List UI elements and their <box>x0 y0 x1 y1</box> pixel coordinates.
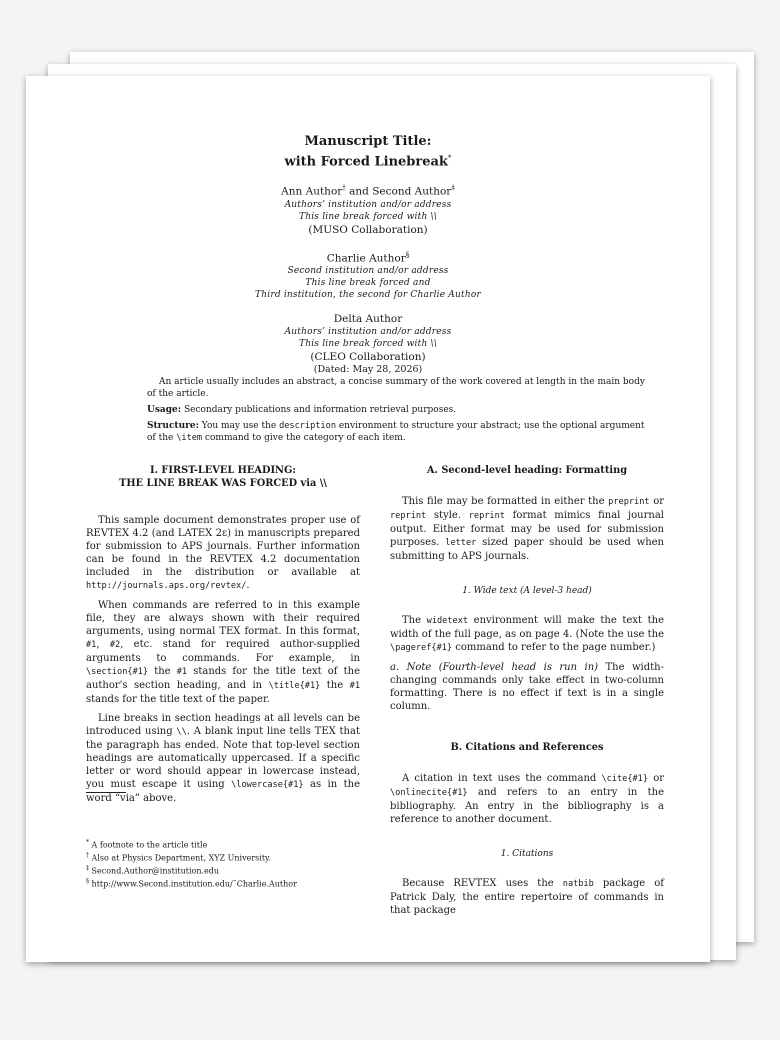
paragraph-linebreaks: Line breaks in section headings at all levels can be introduced using \\. A blank input line tells TEX that the paragraph has ended. Note that top-level section headings are automatically uppercased. If a specific letter or word should appear in lowercase instead, you must escape it using \lowercase{#1} as in the word “via” above. <box>86 713 360 804</box>
collaboration-muso: (MUSO Collaboration) <box>308 223 428 236</box>
runin-heading: a. Note (Fourth-level head is run in) <box>390 662 599 673</box>
footnote-rule <box>86 792 126 793</box>
author-2-institution: Second institution and/or address <box>287 266 449 277</box>
paragraph-runin: a. Note (Fourth-level head is run in) The width-changing commands only take effect in two-column formatting. There is no effect if text is in a single column. <box>390 662 664 712</box>
subsubsection-heading-wide-text: 1. Wide text (A level-3 head) <box>462 586 592 596</box>
author-1-institution-2: This line break forced with \\ <box>299 211 437 222</box>
date-line: (Dated: May 28, 2026) <box>313 364 423 376</box>
footnote-ann-author: † Also at Physics Department, XYZ University. <box>86 852 272 863</box>
author-group-1: Ann Author† and Second Author‡ <box>281 184 455 198</box>
author-3-institution-2: This line break forced with \\ <box>299 339 437 350</box>
paragraph-natbib: Because REVTEX uses the natbib package of Patrick Daly, the entire repertoire of commands in that package <box>390 878 664 916</box>
right-column <box>390 464 664 923</box>
author-2-institution-3: Third institution, the second for Charlie Author <box>255 290 481 301</box>
subsubsection-heading-citations: 1. Citations <box>500 849 554 859</box>
paragraph-commands: When commands are referred to in this example file, they are always shown with their required arguments, using normal TEX format. In this format, #1, #2, etc. stand for required author-supplied arguments to commands. For example, in \section{#1} the #1 stands for the title text of the author's section heading, and in \title{#1} the #1 stands for the title text of the paper. <box>86 600 361 705</box>
author-group-3: Delta Author <box>333 313 403 326</box>
paragraph-widetext: The widetext environment will make the text the width of the full page, as on page 4. (Note the use the \pageref{#1} command to refer to the page number.) <box>390 615 664 653</box>
author-group-2: Charlie Author§ <box>326 250 410 265</box>
abstract <box>147 376 655 448</box>
title-footnote-mark: * <box>447 154 452 162</box>
subsection-heading-formatting: A. Second-level heading: Formatting <box>426 465 628 476</box>
paper-page <box>26 76 710 962</box>
abstract-text: An article usually includes an abstract, a concise summary of the work covered at length in the main body of the article. <box>147 377 645 399</box>
author-3-institution: Authors’ institution and/or address <box>284 327 452 338</box>
footnote-charlie-author: § http://www.Second.institution.edu/˜Charlie.Author <box>86 878 297 890</box>
paragraph-citations: A citation in text uses the command \cite{#1} or \onlinecite{#1} and refers to an entry in the bibliography. An entry in the bibliography is a reference to another document. <box>390 773 664 825</box>
paragraph-formatting: This file may be formatted in either the preprint or reprint style. reprint format mimics final journal output. Either format may be used for submission purposes. letter sized paper should be used when submitting to APS journals. <box>390 496 664 562</box>
paper-title: Manuscript Title: with Forced Linebreak* <box>284 134 452 170</box>
collaboration-cleo: (CLEO Collaboration) <box>310 351 426 364</box>
footnotes <box>86 838 366 891</box>
abstract-structure: Structure: You may use the description environment to structure your abstract; use the optional argument of the \item command to give the category of each item. <box>147 421 645 443</box>
footnote-title: * A footnote to the article title <box>86 839 208 850</box>
section-heading-1: I. FIRST-LEVEL HEADING: THE LINE BREAK WAS FORCED via \\ <box>119 465 327 489</box>
subsection-heading-citations: B. Citations and References <box>450 742 604 753</box>
title-block <box>26 134 710 376</box>
author-2-institution-2: This line break forced and <box>305 278 431 289</box>
author-1-institution: Authors’ institution and/or address <box>284 199 452 210</box>
footnote-second-author: ‡ Second.Author@institution.edu <box>86 865 220 876</box>
left-column <box>86 464 360 811</box>
abstract-usage: Usage: Secondary publications and information retrieval purposes. <box>147 405 457 415</box>
paragraph-intro: This sample document demonstrates proper use of REVTEX 4.2 (and LATEX 2ε) in manuscripts prepared for submission to APS journals. Further information can be found in the REVTEX 4.2 documentation included in the distribution or available at http://journals.aps.org/revtex/. <box>86 515 360 591</box>
